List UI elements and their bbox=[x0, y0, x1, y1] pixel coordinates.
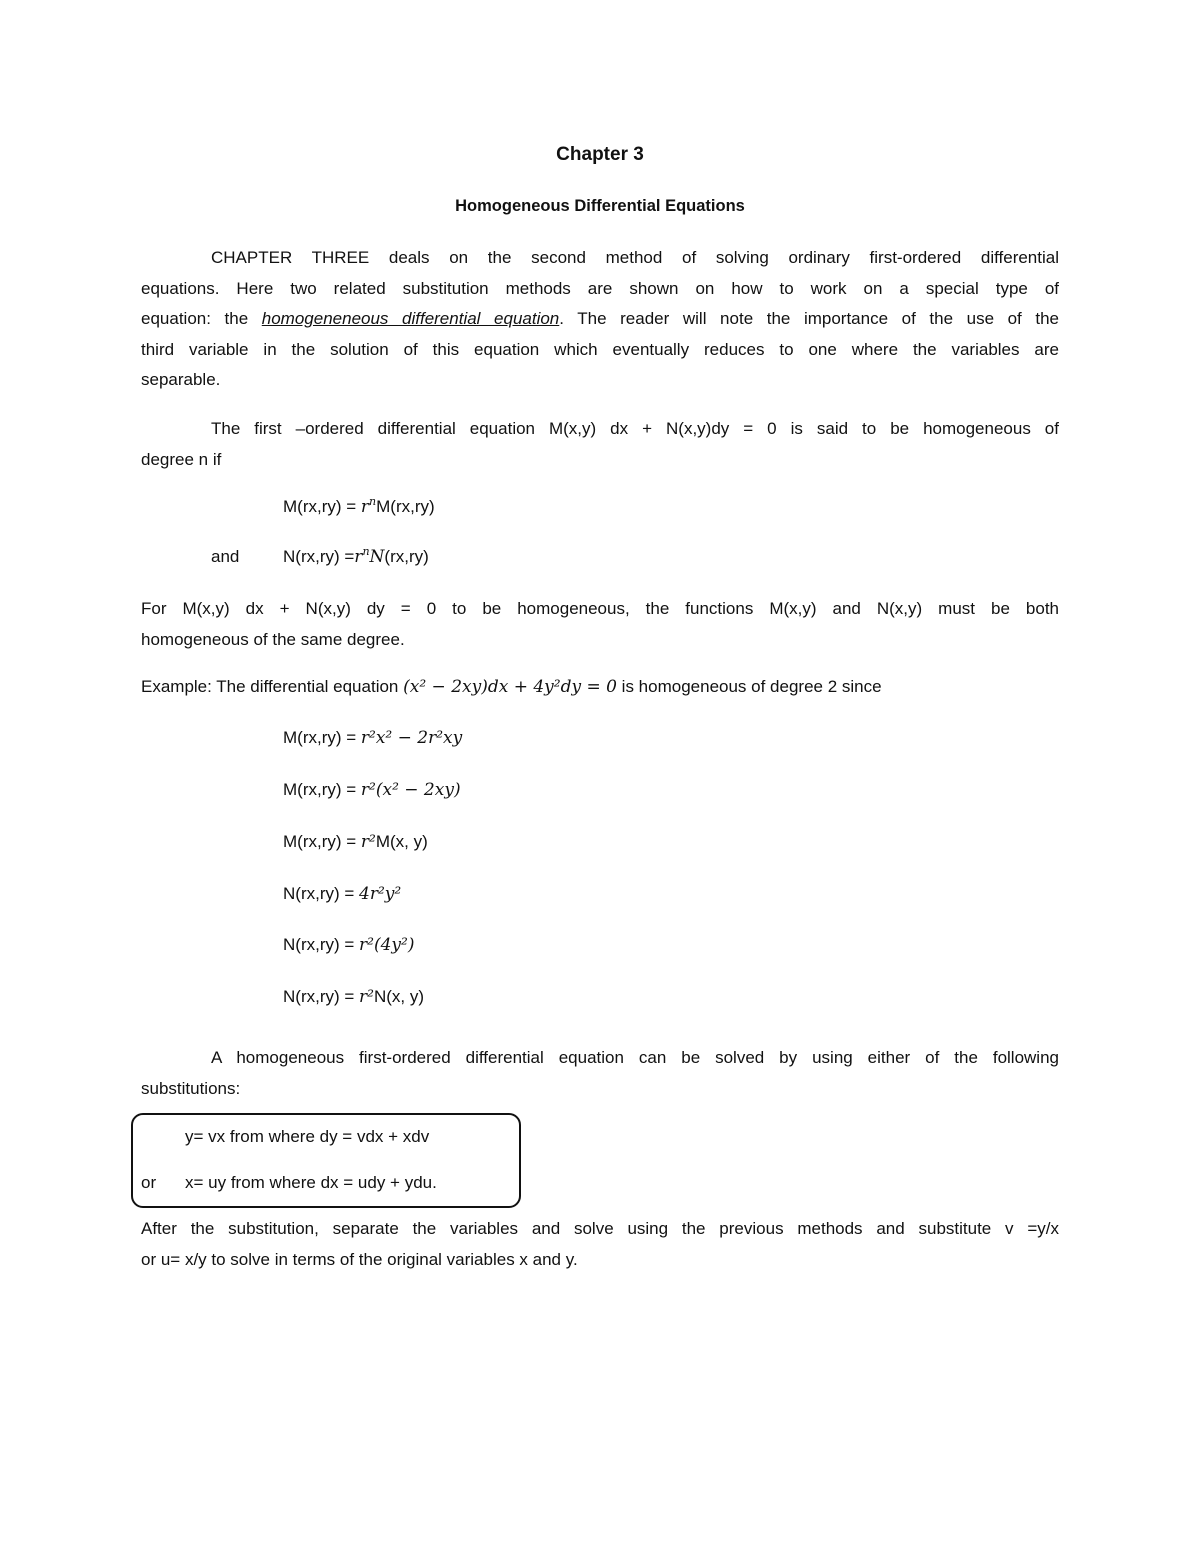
step-3-lhs: M(rx,ry) = bbox=[283, 832, 361, 851]
intro-paragraph bbox=[141, 243, 1059, 396]
intro-line-5: separable. bbox=[141, 370, 221, 389]
substitution-line-1: A homogeneous first-ordered differential equation can be solved by using either of the following bbox=[211, 1048, 1059, 1067]
example-step-5 bbox=[283, 935, 414, 955]
step-1-rhs: r²x² − 2r²xy bbox=[360, 728, 463, 748]
step-3-r: r² bbox=[360, 832, 376, 852]
step-4-rhs: 4r²y² bbox=[359, 884, 402, 904]
step-4-lhs: N(rx,ry) = bbox=[283, 884, 360, 903]
step-6-r: r² bbox=[359, 987, 374, 1007]
example-step-3 bbox=[283, 832, 428, 852]
intro-line-3-pre: equation: the bbox=[141, 309, 262, 328]
chapter-subtitle: Homogeneous Differential Equations bbox=[455, 197, 745, 215]
step-6-tail: N(x, y) bbox=[373, 987, 425, 1006]
example-line bbox=[141, 677, 882, 697]
definition-paragraph bbox=[141, 414, 1059, 475]
eq1-exp: n bbox=[369, 495, 377, 508]
definition-eq-m bbox=[283, 497, 435, 517]
eq2-rhs: (rx,ry) bbox=[384, 547, 429, 566]
step-5-lhs: N(rx,ry) = bbox=[283, 935, 360, 954]
eq1-lhs: M(rx,ry) = bbox=[283, 497, 361, 516]
step-5-rhs: r²(4y²) bbox=[359, 935, 415, 955]
step-1-lhs: M(rx,ry) = bbox=[283, 728, 361, 747]
step-6-lhs: N(rx,ry) = bbox=[283, 987, 360, 1006]
intro-line-4: third variable in the solution of this equation which eventually reduces to one where the variables are bbox=[141, 339, 1059, 359]
step-3-tail: M(x, y) bbox=[375, 832, 428, 851]
example-equation: (x² − 2xy)dx + 4y²dy = 0 bbox=[403, 677, 617, 697]
box-line-1: y= vx from where dy = vdx + xdv bbox=[185, 1127, 430, 1146]
closing-paragraph bbox=[141, 1214, 1059, 1275]
closing-line-2: or u= x/y to solve in terms of the original variables x and y. bbox=[141, 1249, 578, 1269]
condition-line-1: For M(x,y) dx + N(x,y) dy = 0 to be homogeneous, the functions M(x,y) and N(x,y) must be both bbox=[141, 599, 1059, 618]
example-step-2 bbox=[283, 780, 461, 800]
chapter-title: Chapter 3 bbox=[556, 144, 644, 165]
eq2-N: N bbox=[369, 547, 385, 567]
definition-eq-n bbox=[283, 547, 429, 567]
condition-line-2: homogeneous of the same degree. bbox=[141, 629, 405, 649]
step-2-rhs: r²(x² − 2xy) bbox=[360, 780, 461, 800]
intro-line-3-post: . The reader will note the importance of the use of the bbox=[559, 309, 1059, 328]
example-step-4 bbox=[283, 884, 401, 904]
example-suffix: is homogeneous of degree 2 since bbox=[616, 677, 882, 696]
condition-paragraph bbox=[141, 594, 1059, 655]
example-step-6 bbox=[283, 987, 424, 1007]
intro-line-1: CHAPTER THREE deals on the second method of solving ordinary first-ordered differential bbox=[211, 248, 1059, 267]
eq1-r: r bbox=[360, 497, 370, 517]
definition-line-1: The first –ordered differential equation M(x,y) dx + N(x,y)dy = 0 is said to be homogeneous of bbox=[211, 419, 1059, 438]
step-2-lhs: M(rx,ry) = bbox=[283, 780, 361, 799]
eq1-rhs: M(rx,ry) bbox=[376, 497, 435, 516]
box-or-label: or bbox=[141, 1173, 157, 1192]
eq2-lhs: N(rx,ry) = bbox=[283, 547, 355, 566]
closing-line-1: After the substitution, separate the variables and solve using the previous methods and substitute v =y/x bbox=[141, 1219, 1059, 1238]
homogeneous-term: homogeneneous differential equation bbox=[261, 309, 560, 328]
example-label: Example: The differential equation bbox=[141, 677, 404, 696]
intro-line-3 bbox=[141, 304, 1059, 335]
definition-line-2: degree n if bbox=[141, 449, 222, 469]
intro-line-2: equations. Here two related substitution methods are shown on how to work on a special type of bbox=[141, 278, 1059, 298]
substitution-line-2: substitutions: bbox=[141, 1078, 241, 1098]
substitution-paragraph bbox=[141, 1043, 1059, 1104]
example-step-1 bbox=[283, 728, 462, 748]
box-line-2: x= uy from where dx = udy + ydu. bbox=[185, 1173, 437, 1192]
and-label: and bbox=[211, 547, 240, 566]
eq2-r: r bbox=[354, 547, 363, 567]
eq2-exp: n bbox=[362, 545, 370, 558]
